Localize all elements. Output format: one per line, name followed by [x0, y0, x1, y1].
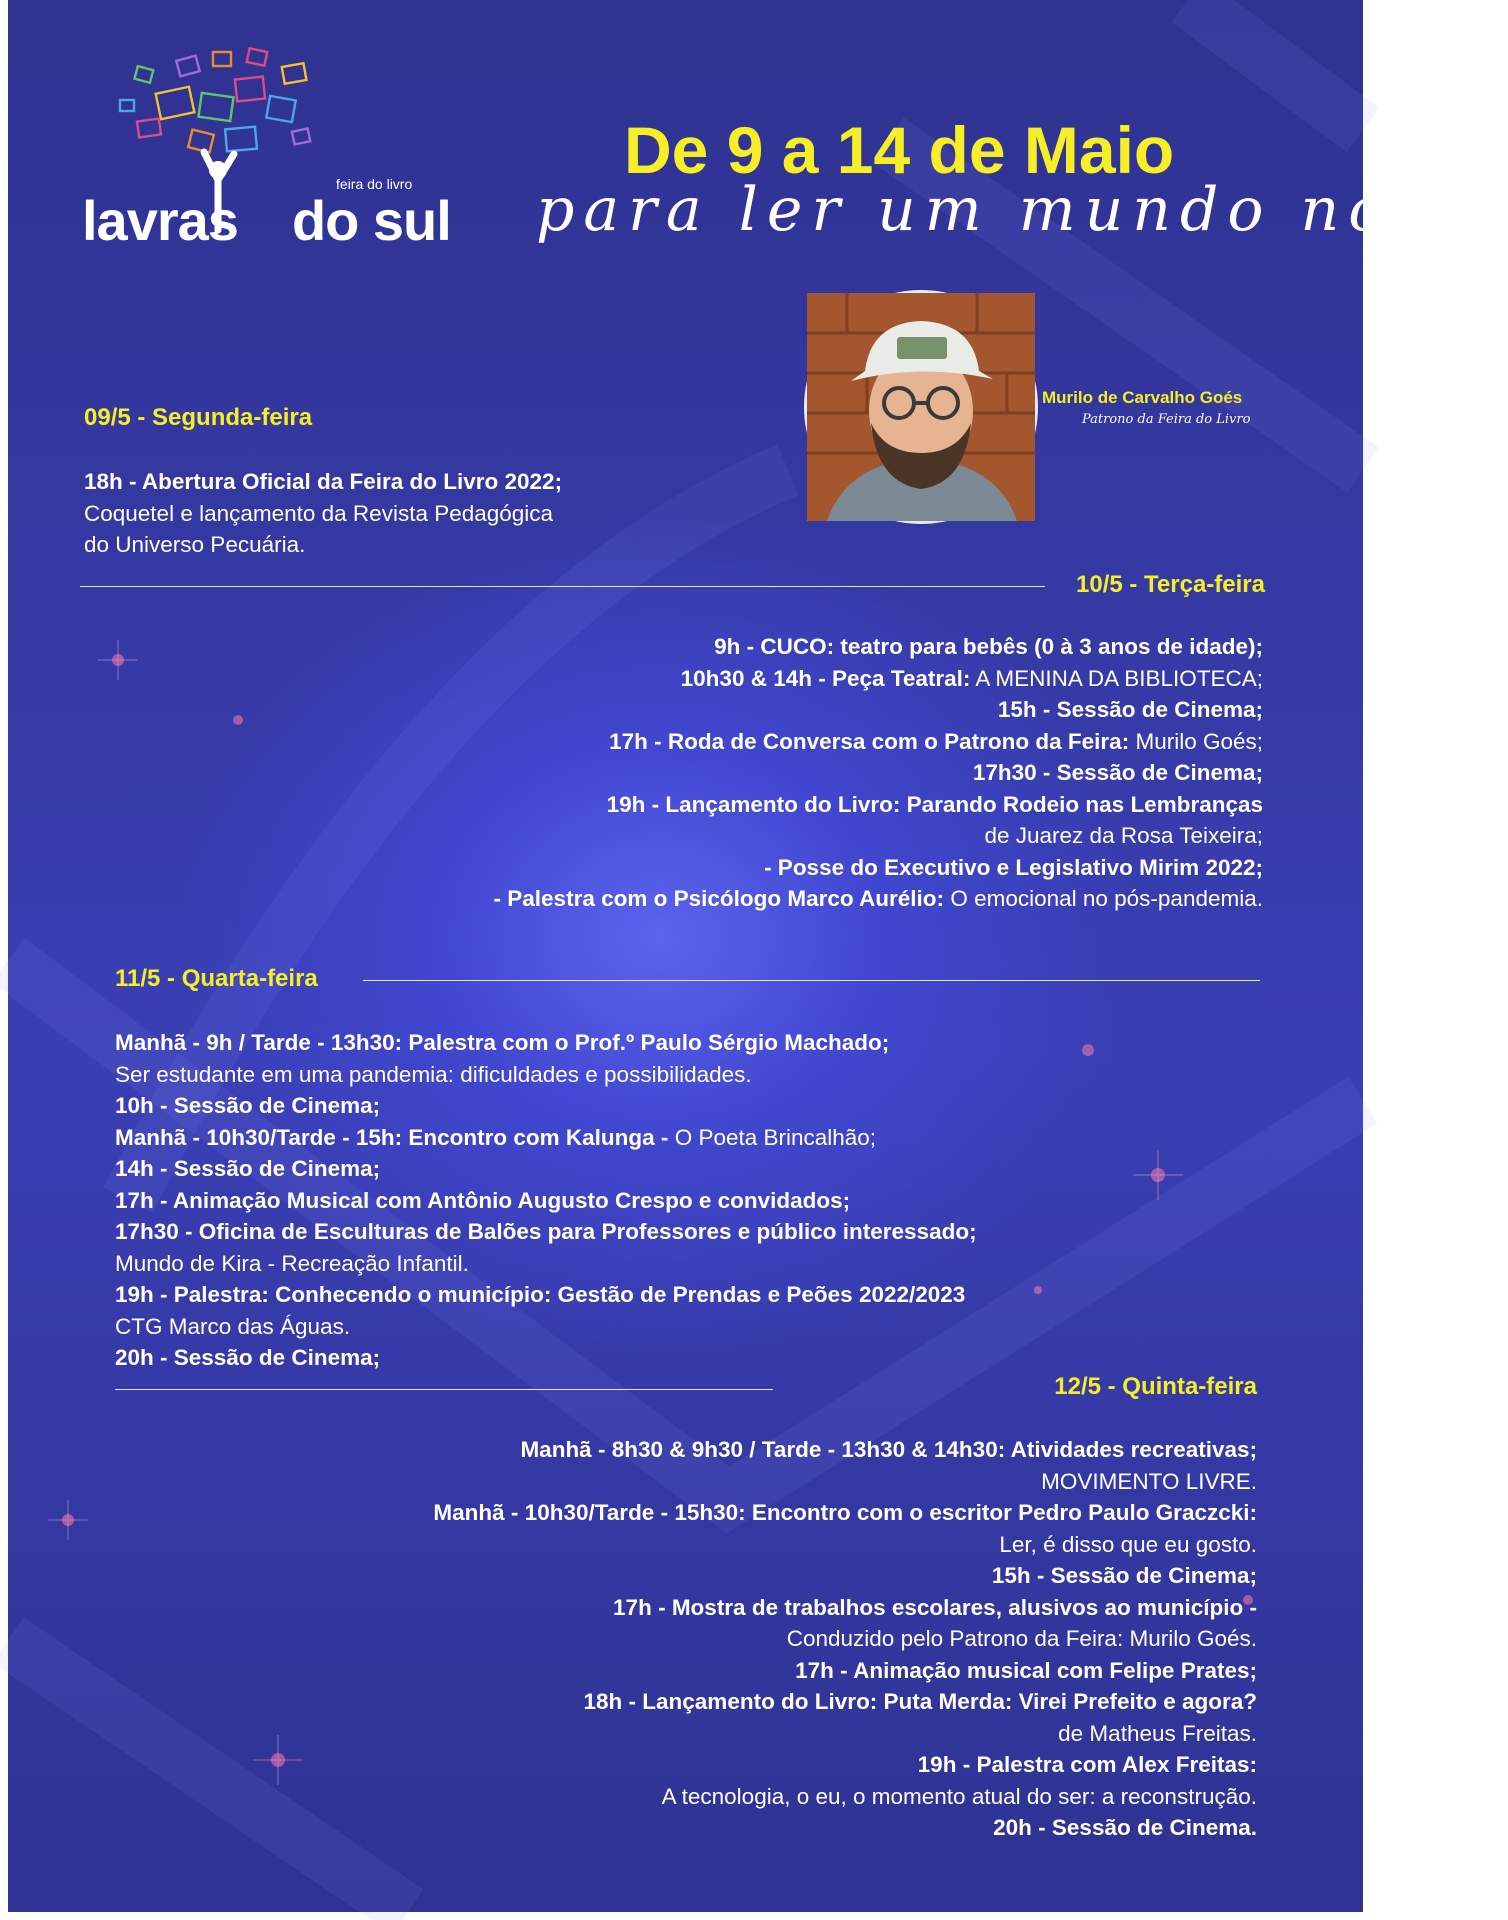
schedule-line-bold: 18h - Abertura Oficial da Feira do Livro 2022;	[84, 469, 563, 494]
schedule-line-bold: 17h30 - Oficina de Esculturas de Balões para Professores e público interessado;	[115, 1219, 977, 1244]
schedule-line	[115, 1248, 977, 1280]
day-heading-segunda: 09/5 - Segunda-feira	[84, 404, 313, 431]
schedule-line-text: Conduzido pelo Patrono da Feira: Murilo Goés.	[786, 1626, 1257, 1651]
schedule-line-text: do Universo Pecuária.	[84, 532, 306, 557]
divider-line	[363, 980, 1260, 981]
schedule-line-bold: 20h - Sessão de Cinema;	[115, 1345, 381, 1370]
schedule-line	[115, 1311, 977, 1343]
schedule-line	[433, 1749, 1257, 1781]
schedule-line	[494, 663, 1263, 695]
schedule-line-text: de Juarez da Rosa Teixeira;	[984, 823, 1263, 848]
schedule-line-text: A tecnologia, o eu, o momento atual do ser: a reconstrução.	[661, 1783, 1257, 1809]
schedule-line-bold: Manhã - 9h / Tarde - 13h30: Palestra com o Prof.º Paulo Sérgio Machado;	[115, 1030, 890, 1055]
divider-line	[115, 1389, 773, 1390]
schedule-line	[84, 466, 562, 498]
schedule-line	[494, 852, 1263, 884]
schedule-line-text: Ser estudante em uma pandemia: dificuldades e possibilidades.	[115, 1061, 752, 1087]
schedule-line-text: CTG Marco das Águas.	[115, 1313, 351, 1339]
schedule-line-text: Murilo Goés;	[1129, 728, 1263, 754]
schedule-line-text: Coquetel e lançamento da Revista Pedagógica	[84, 500, 554, 526]
schedule-line	[115, 1027, 977, 1059]
schedule-line	[433, 1781, 1257, 1813]
schedule-line-bold: 15h - Sessão de Cinema;	[997, 697, 1263, 722]
schedule-line-text: O emocional no pós-pandemia.	[944, 886, 1263, 911]
schedule-line	[115, 1185, 977, 1217]
schedule-quarta	[115, 1027, 977, 1374]
schedule-line-text: A MENINA DA BIBLIOTECA;	[970, 665, 1263, 691]
schedule-quinta	[433, 1434, 1257, 1844]
schedule-line	[115, 1342, 977, 1374]
schedule-line-bold: 17h - Roda de Conversa com o Patrono da Feira:	[609, 728, 1130, 754]
schedule-line-bold: 19h - Palestra: Conhecendo o município: Gestão de Prendas e Peões 2022/2023	[115, 1282, 966, 1307]
schedule-line	[494, 694, 1263, 726]
schedule-line-bold: 15h - Sessão de Cinema;	[991, 1563, 1257, 1588]
schedule-line	[84, 529, 562, 561]
schedule-line-bold: 10h30 & 14h - Peça Teatral:	[680, 665, 971, 691]
schedule-line-text: O Poeta Brincalhão;	[668, 1124, 877, 1150]
schedule-line-bold: 9h - CUCO: teatro para bebês (0 à 3 anos de idade);	[714, 634, 1263, 659]
schedule-line-bold: 19h - Palestra com Alex Freitas:	[917, 1752, 1257, 1777]
schedule-line-bold: 18h - Lançamento do Livro: Puta Merda: Virei Prefeito e agora?	[583, 1689, 1257, 1714]
schedule-line	[433, 1560, 1257, 1592]
event-poster	[8, 0, 1508, 1912]
schedule-line	[494, 789, 1263, 821]
schedule-line-bold: Manhã - 10h30/Tarde - 15h: Encontro com Kalunga -	[115, 1124, 669, 1150]
schedule-line-bold: Manhã - 8h30 & 9h30 / Tarde - 13h30 & 14h30: Atividades recreativas;	[520, 1437, 1257, 1462]
schedule-line-bold: 17h - Mostra de trabalhos escolares, alusivos ao município -	[613, 1594, 1257, 1620]
schedule-segunda	[84, 466, 562, 561]
day-heading-terca: 10/5 - Terça-feira	[1076, 571, 1265, 598]
day-heading-quinta: 12/5 - Quinta-feira	[1054, 1373, 1257, 1400]
divider-line	[80, 586, 1045, 587]
schedule-line	[433, 1623, 1257, 1655]
schedule-line-text: de Matheus Freitas.	[1058, 1720, 1257, 1746]
schedule-line	[494, 726, 1263, 758]
event-slogan: para ler um mundo novo.	[536, 175, 1508, 245]
day-heading-quarta: 11/5 - Quarta-feira	[115, 965, 318, 992]
schedule-line-bold: 10h - Sessão de Cinema;	[115, 1093, 381, 1118]
schedule-line-text: MOVIMENTO LIVRE.	[1041, 1468, 1257, 1494]
schedule-line	[494, 883, 1263, 915]
logo-word-left: lavras	[82, 189, 238, 252]
schedule-line	[115, 1122, 977, 1154]
schedule-line-bold: 17h - Animação musical com Felipe Prates;	[795, 1657, 1257, 1683]
schedule-line	[115, 1059, 977, 1091]
schedule-line	[433, 1497, 1257, 1529]
schedule-line-bold: - Posse do Executivo e Legislativo Mirim 2022;	[764, 854, 1263, 880]
schedule-line-bold: 14h - Sessão de Cinema;	[115, 1156, 381, 1181]
schedule-line	[494, 631, 1263, 663]
patron-photo-icon	[807, 293, 1035, 521]
schedule-line	[115, 1153, 977, 1185]
schedule-line	[433, 1812, 1257, 1844]
patron-name: Murilo de Carvalho Goés	[1042, 388, 1243, 407]
schedule-line-bold: - Palestra com o Psicólogo Marco Aurélio:	[493, 886, 945, 911]
schedule-line	[433, 1592, 1257, 1624]
schedule-line	[433, 1434, 1257, 1466]
schedule-terca	[494, 631, 1263, 915]
schedule-line	[433, 1655, 1257, 1687]
patron-role: Patrono da Feira do Livro	[1082, 412, 1251, 427]
logo-word-right: do sul	[291, 189, 451, 252]
schedule-line	[84, 498, 562, 530]
schedule-line	[115, 1216, 977, 1248]
patron-photo	[804, 290, 1038, 524]
logo-tagline: feira do livro	[336, 176, 413, 192]
event-dates-headline: De 9 a 14 de Maio	[624, 113, 1175, 187]
schedule-line-bold: 17h30 - Sessão de Cinema;	[972, 760, 1263, 785]
schedule-line	[494, 820, 1263, 852]
schedule-line-bold: Manhã - 10h30/Tarde - 15h30: Encontro com o escritor Pedro Paulo Graczcki:	[433, 1500, 1257, 1525]
schedule-line	[433, 1529, 1257, 1561]
schedule-line	[433, 1686, 1257, 1718]
schedule-line	[115, 1090, 977, 1122]
schedule-line	[115, 1279, 977, 1311]
schedule-line	[494, 757, 1263, 789]
schedule-line	[433, 1466, 1257, 1498]
schedule-line-bold: 17h - Animação Musical com Antônio Augusto Crespo e convidados;	[115, 1187, 851, 1213]
schedule-line	[433, 1718, 1257, 1750]
schedule-line-bold: 20h - Sessão de Cinema.	[993, 1815, 1257, 1840]
schedule-line-bold: 19h - Lançamento do Livro: Parando Rodeio nas Lembranças	[606, 791, 1263, 817]
schedule-line-text: Ler, é disso que eu gosto.	[999, 1531, 1257, 1557]
schedule-line-text: Mundo de Kira - Recreação Infantil.	[115, 1250, 469, 1276]
logo	[78, 40, 451, 252]
